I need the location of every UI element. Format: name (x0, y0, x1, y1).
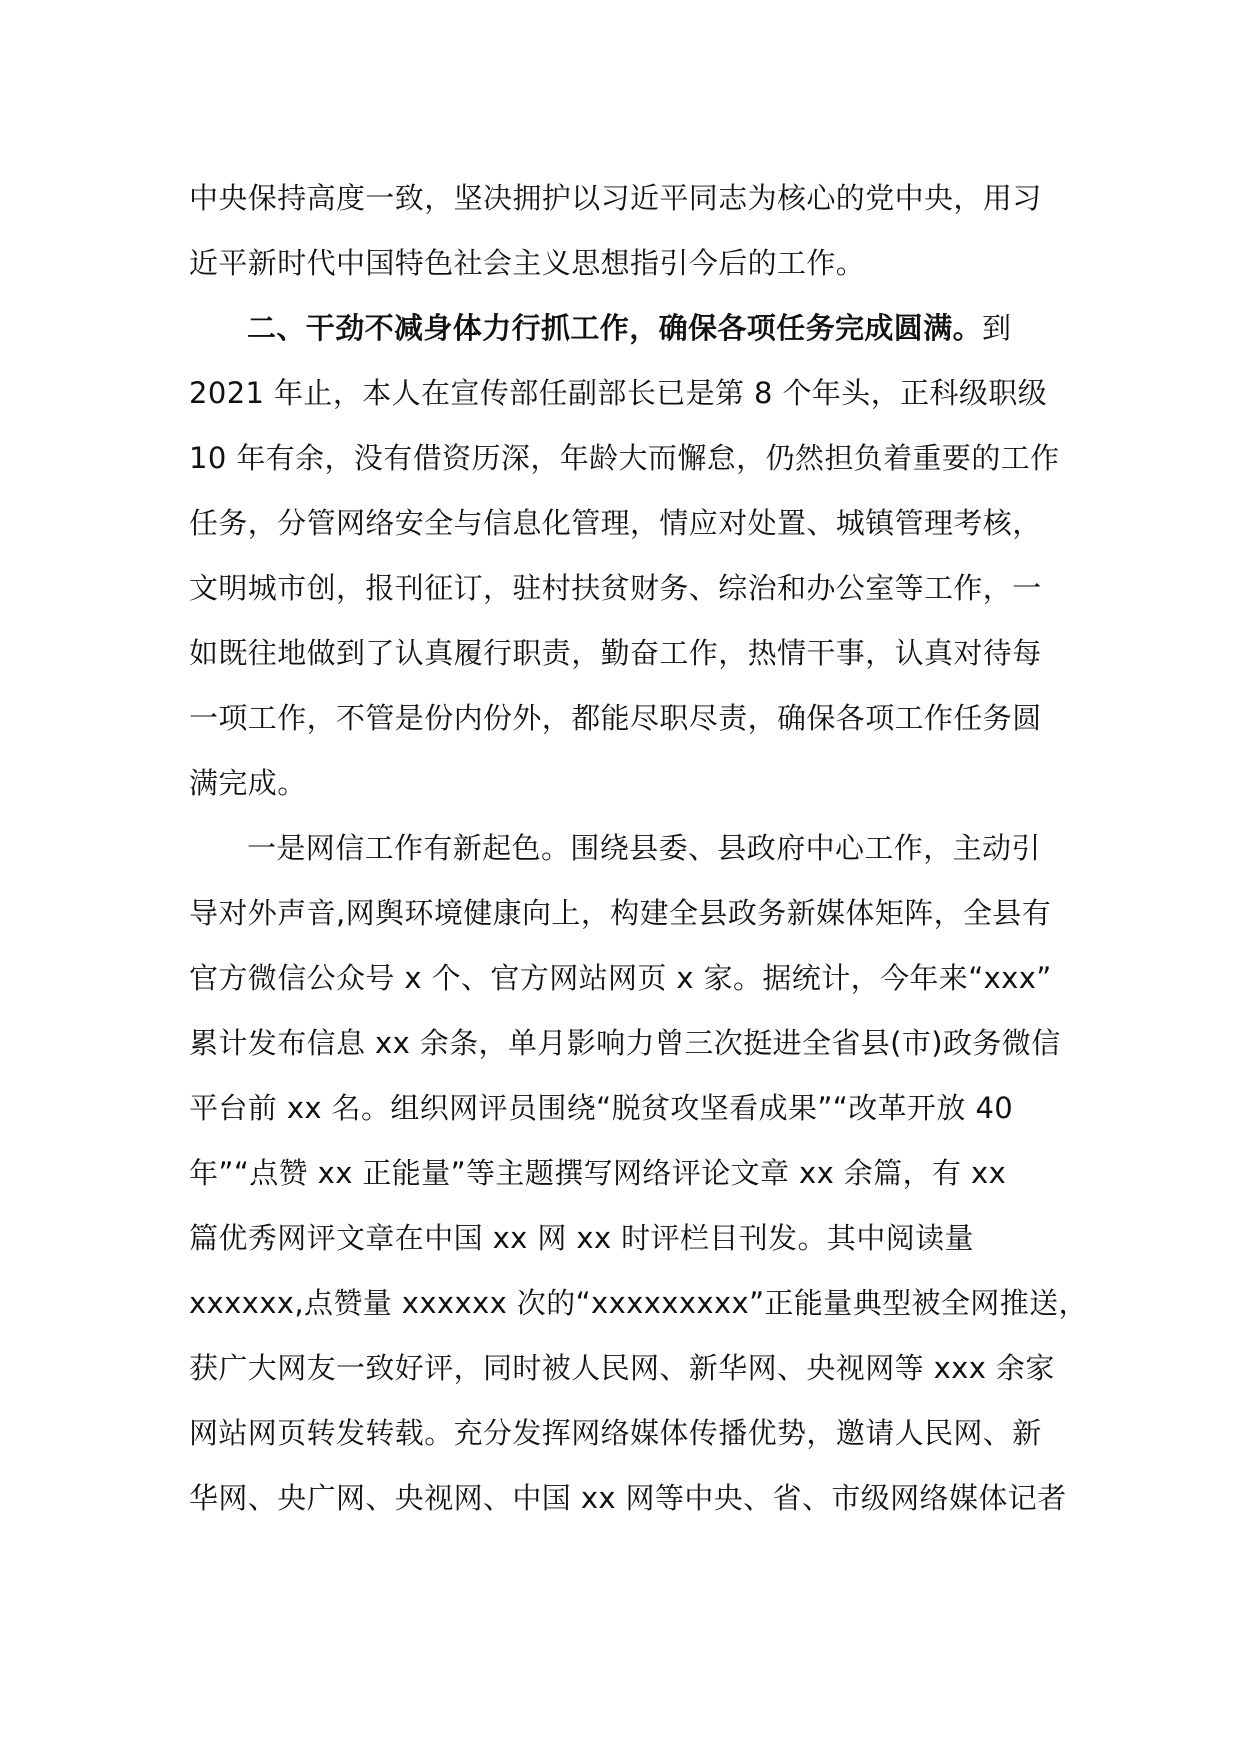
text-fragment: 到 (982, 311, 1012, 345)
text-line: xxxxxx,点赞量 xxxxxx 次的“xxxxxxxxx”正能量典型被全网推送， (189, 1286, 1088, 1320)
text-line: 官方微信公众号 x 个、官方网站网页 x 家。据统计，今年来“xxx” (189, 961, 1052, 995)
text-line: 近平新时代中国特色社会主义思想指引今后的工作。 (189, 246, 866, 280)
text-line: 导对外声音,网舆环境健康向上，构建全县政务新媒体矩阵，全县有 (189, 896, 1052, 930)
text-line: 平台前 xx 名。组织网评员围绕“脱贫攻坚看成果”“改革开放 40 (189, 1091, 1014, 1125)
text-line: 如既往地做到了认真履行职责，勤奋工作，热情干事，认真对待每 (189, 636, 1042, 670)
text-line: 网站网页转发转载。充分发挥网络媒体传播优势，邀请人民网、新 (189, 1416, 1042, 1450)
section-heading: 二、干劲不减身体力行抓工作，确保各项任务完成圆满。 (247, 311, 983, 345)
text-line: 华网、央广网、央视网、中国 xx 网等中央、省、市级网络媒体记者 (189, 1481, 1067, 1515)
text-line: 一是网信工作有新起色。围绕县委、县政府中心工作，主动引 (247, 831, 1041, 865)
section-heading-line (189, 296, 1089, 361)
text-line: 一项工作，不管是份内份外，都能尽职尽责，确保各项工作任务圆 (189, 701, 1042, 735)
text-line: 文明城市创，报刊征订，驻村扶贫财务、综治和办公室等工作，一 (189, 571, 1042, 605)
body-text (189, 166, 1089, 1531)
text-line: 累计发布信息 xx 余条，单月影响力曾三次挺进全省县(市)政务微信 (189, 1026, 1061, 1060)
text-line: 10 年有余，没有借资历深，年龄大而懈怠，仍然担负着重要的工作 (189, 441, 1060, 475)
text-line: 年”“点赞 xx 正能量”等主题撰写网络评论文章 xx 余篇，有 xx (189, 1156, 1007, 1190)
text-line: 2021 年止，本人在宣传部任副部长已是第 8 个年头，正科级职级 (189, 376, 1048, 410)
text-line: 中央保持高度一致，坚决拥护以习近平同志为核心的党中央，用习 (189, 181, 1042, 215)
text-line: 获广大网友一致好评，同时被人民网、新华网、央视网等 xxx 余家 (189, 1351, 1055, 1385)
text-line: 篇优秀网评文章在中国 xx 网 xx 时评栏目刊发。其中阅读量 (189, 1221, 974, 1255)
text-line: 任务，分管网络安全与信息化管理，情应对处置、城镇管理考核， (189, 506, 1042, 540)
text-line: 满完成。 (189, 766, 307, 800)
